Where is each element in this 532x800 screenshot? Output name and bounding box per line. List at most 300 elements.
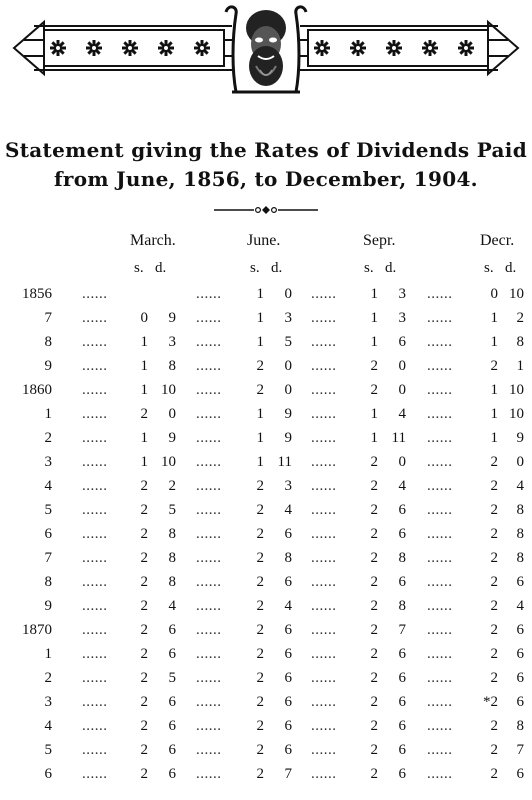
pence-cell: 4: [398, 478, 406, 494]
leader-dots: ......: [82, 742, 108, 758]
pence-cell: 10: [509, 286, 524, 302]
leader-dots: ......: [427, 382, 453, 398]
year-cell: 9: [44, 358, 52, 374]
leader-dots: ......: [311, 550, 337, 566]
pence-cell: 6: [398, 694, 406, 710]
pence-cell: 3: [284, 310, 292, 326]
shillings-cell: 2: [370, 694, 378, 710]
year-cell: 3: [44, 454, 52, 470]
year-cell: 4: [44, 718, 52, 734]
leader-dots: ......: [196, 334, 222, 350]
leader-dots: ......: [82, 358, 108, 374]
leader-dots: ......: [196, 526, 222, 542]
pence-cell: 8: [516, 502, 524, 518]
unit-pence: d.: [271, 260, 283, 276]
leader-dots: ......: [427, 718, 453, 734]
pence-cell: 5: [284, 334, 292, 350]
leader-dots: ......: [82, 694, 108, 710]
leader-dots: ......: [427, 334, 453, 350]
leader-dots: ......: [196, 742, 222, 758]
year-cell: 7: [44, 310, 52, 326]
leader-dots: ......: [311, 478, 337, 494]
shillings-cell: 2: [256, 646, 264, 662]
pence-cell: 0: [398, 358, 406, 374]
leader-dots: ......: [82, 574, 108, 590]
pence-cell: 6: [168, 694, 176, 710]
shillings-cell: 2: [140, 742, 148, 758]
leader-dots: ......: [196, 646, 222, 662]
unit-pence: d.: [155, 260, 167, 276]
pence-cell: 9: [168, 310, 176, 326]
leader-dots: ......: [311, 694, 337, 710]
asterisk-icon: [86, 40, 102, 56]
shillings-cell: 2: [256, 718, 264, 734]
table-row: [0, 406, 532, 430]
shillings-cell: 1: [370, 310, 378, 326]
unit-shillings: s.: [364, 260, 374, 276]
pence-cell: 6: [398, 718, 406, 734]
asterisk-icon: [194, 40, 210, 56]
shillings-cell: 1: [490, 382, 498, 398]
pence-cell: 6: [284, 526, 292, 542]
pence-cell: 4: [516, 478, 524, 494]
shillings-cell: 2: [490, 742, 498, 758]
shillings-cell: 2: [370, 454, 378, 470]
shillings-cell: 2: [490, 550, 498, 566]
shillings-cell: 1: [370, 406, 378, 422]
pence-cell: 8: [398, 550, 406, 566]
leader-dots: ......: [311, 502, 337, 518]
pence-cell: 6: [284, 670, 292, 686]
pence-cell: 11: [391, 430, 406, 446]
leader-dots: ......: [82, 718, 108, 734]
shillings-cell: 1: [140, 454, 148, 470]
shillings-cell: 1: [256, 286, 264, 302]
pence-cell: 6: [168, 622, 176, 638]
pence-cell: 6: [168, 718, 176, 734]
pence-cell: 6: [284, 646, 292, 662]
leader-dots: ......: [82, 454, 108, 470]
pence-cell: 10: [509, 382, 524, 398]
shillings-cell: 2: [490, 718, 498, 734]
leader-dots: ......: [427, 766, 453, 782]
table-row: [0, 766, 532, 790]
shillings-cell: 2: [256, 574, 264, 590]
leader-dots: ......: [311, 358, 337, 374]
leader-dots: ......: [427, 286, 453, 302]
pence-cell: 6: [516, 646, 524, 662]
leader-dots: ......: [427, 646, 453, 662]
column-header-december: Decr.: [480, 232, 515, 249]
shillings-cell: 2: [490, 598, 498, 614]
leader-dots: ......: [82, 766, 108, 782]
leader-dots: ......: [82, 286, 108, 302]
shillings-cell: *2: [483, 694, 498, 710]
pence-cell: 0: [516, 454, 524, 470]
shillings-cell: 1: [256, 334, 264, 350]
pence-cell: 6: [398, 502, 406, 518]
pence-cell: 2: [516, 310, 524, 326]
pence-cell: 4: [516, 598, 524, 614]
asterisk-icon: [314, 40, 330, 56]
shillings-cell: 1: [256, 406, 264, 422]
shillings-cell: 2: [370, 550, 378, 566]
shillings-cell: 2: [490, 526, 498, 542]
shillings-cell: 2: [370, 598, 378, 614]
pence-cell: 6: [516, 622, 524, 638]
pence-cell: 4: [284, 502, 292, 518]
shillings-cell: 2: [140, 574, 148, 590]
pence-cell: 4: [168, 598, 176, 614]
shillings-cell: 2: [490, 502, 498, 518]
leader-dots: ......: [427, 478, 453, 494]
shillings-cell: 2: [256, 622, 264, 638]
shillings-cell: 2: [490, 622, 498, 638]
leader-dots: ......: [427, 454, 453, 470]
shillings-cell: 2: [140, 694, 148, 710]
unit-shillings: s.: [484, 260, 494, 276]
pence-cell: 6: [398, 766, 406, 782]
shillings-cell: 2: [370, 766, 378, 782]
pence-cell: 10: [161, 454, 176, 470]
leader-dots: ......: [196, 718, 222, 734]
year-cell: 1860: [22, 382, 52, 398]
shillings-cell: 0: [140, 310, 148, 326]
pence-cell: 6: [398, 526, 406, 542]
shillings-cell: 2: [140, 646, 148, 662]
shillings-cell: 1: [140, 334, 148, 350]
leader-dots: ......: [196, 406, 222, 422]
shillings-cell: 2: [140, 406, 148, 422]
shillings-cell: 1: [140, 382, 148, 398]
shillings-cell: 2: [490, 478, 498, 494]
table-row: [0, 478, 532, 502]
shillings-cell: 2: [490, 574, 498, 590]
pence-cell: 4: [284, 598, 292, 614]
pence-cell: 8: [516, 526, 524, 542]
leader-dots: ......: [82, 598, 108, 614]
leader-dots: ......: [311, 742, 337, 758]
shillings-cell: 2: [256, 766, 264, 782]
shillings-cell: 2: [370, 670, 378, 686]
leader-dots: ......: [427, 310, 453, 326]
shillings-cell: 1: [256, 454, 264, 470]
year-cell: 4: [44, 478, 52, 494]
pence-cell: 6: [398, 670, 406, 686]
pence-cell: 6: [398, 574, 406, 590]
leader-dots: ......: [427, 406, 453, 422]
pence-cell: 6: [168, 742, 176, 758]
table-row: [0, 358, 532, 382]
shillings-cell: 2: [370, 574, 378, 590]
shillings-cell: 2: [490, 766, 498, 782]
pence-cell: 6: [284, 574, 292, 590]
pence-cell: 9: [284, 406, 292, 422]
leader-dots: ......: [311, 598, 337, 614]
pence-cell: 9: [168, 430, 176, 446]
title-block: [0, 136, 532, 194]
table-row: [0, 502, 532, 526]
leader-dots: ......: [311, 622, 337, 638]
pence-cell: 6: [168, 766, 176, 782]
shillings-cell: 2: [256, 598, 264, 614]
shillings-cell: 2: [140, 550, 148, 566]
column-header-september: Sepr.: [363, 232, 396, 249]
leader-dots: ......: [311, 286, 337, 302]
pence-cell: 8: [168, 550, 176, 566]
leader-dots: ......: [82, 478, 108, 494]
asterisk-icon: [422, 40, 438, 56]
shillings-cell: 2: [370, 622, 378, 638]
leader-dots: ......: [311, 454, 337, 470]
pence-cell: 0: [168, 406, 176, 422]
leader-dots: ......: [82, 334, 108, 350]
leader-dots: ......: [196, 694, 222, 710]
pence-cell: 8: [168, 526, 176, 542]
pence-cell: 0: [398, 454, 406, 470]
page-title: Statement giving the Rates of Dividends Paid: [5, 138, 527, 162]
column-header-june: June.: [247, 232, 281, 249]
unit-shillings: s.: [250, 260, 260, 276]
pence-cell: 2: [168, 478, 176, 494]
unit-pence: d.: [385, 260, 397, 276]
shillings-cell: 1: [490, 406, 498, 422]
table-row: [0, 334, 532, 358]
unit-pence: d.: [505, 260, 517, 276]
table-row: [0, 550, 532, 574]
year-cell: 5: [44, 742, 52, 758]
pence-cell: 6: [516, 694, 524, 710]
year-cell: 8: [44, 334, 52, 350]
pence-cell: 8: [168, 574, 176, 590]
year-cell: 7: [44, 550, 52, 566]
shillings-cell: 2: [256, 502, 264, 518]
pence-cell: 6: [398, 646, 406, 662]
pence-cell: 7: [284, 766, 292, 782]
pence-cell: 6: [516, 670, 524, 686]
table-row: [0, 694, 532, 718]
table-row: [0, 622, 532, 646]
shillings-cell: 2: [256, 526, 264, 542]
leader-dots: ......: [427, 550, 453, 566]
pence-cell: 3: [168, 334, 176, 350]
leader-dots: ......: [311, 334, 337, 350]
shillings-cell: 2: [490, 670, 498, 686]
leader-dots: ......: [82, 550, 108, 566]
pence-cell: 10: [161, 382, 176, 398]
asterisk-icon: [350, 40, 366, 56]
leader-dots: ......: [82, 622, 108, 638]
pence-cell: 5: [168, 502, 176, 518]
table-row: [0, 382, 532, 406]
pence-cell: 10: [509, 406, 524, 422]
leader-dots: ......: [196, 574, 222, 590]
pence-cell: 1: [516, 358, 524, 374]
shillings-cell: 0: [490, 286, 498, 302]
leader-dots: ......: [196, 310, 222, 326]
leader-dots: ......: [196, 454, 222, 470]
bearded-face-mask-icon: [246, 10, 286, 86]
shillings-cell: 2: [140, 766, 148, 782]
shillings-cell: 2: [370, 526, 378, 542]
pence-cell: 0: [284, 286, 292, 302]
year-cell: 8: [44, 574, 52, 590]
leader-dots: ......: [427, 502, 453, 518]
pence-cell: 3: [398, 310, 406, 326]
table-row: [0, 574, 532, 598]
leader-dots: ......: [82, 382, 108, 398]
shillings-cell: 2: [256, 742, 264, 758]
table-row: [0, 454, 532, 478]
shillings-cell: 2: [370, 358, 378, 374]
shillings-cell: 2: [256, 358, 264, 374]
leader-dots: ......: [196, 430, 222, 446]
leader-dots: ......: [196, 670, 222, 686]
pence-cell: 8: [516, 718, 524, 734]
shillings-cell: 2: [256, 670, 264, 686]
leader-dots: ......: [196, 766, 222, 782]
leader-dots: ......: [82, 502, 108, 518]
leader-dots: ......: [82, 526, 108, 542]
year-cell: 1: [44, 646, 52, 662]
leader-dots: ......: [427, 526, 453, 542]
leader-dots: ......: [427, 694, 453, 710]
shillings-cell: 2: [370, 646, 378, 662]
pence-cell: 8: [516, 550, 524, 566]
pence-cell: 3: [284, 478, 292, 494]
pence-cell: 6: [398, 334, 406, 350]
pence-cell: 6: [284, 718, 292, 734]
year-cell: 9: [44, 598, 52, 614]
year-cell: 2: [44, 670, 52, 686]
year-cell: 2: [44, 430, 52, 446]
pence-cell: 6: [284, 622, 292, 638]
pence-cell: 0: [284, 382, 292, 398]
pence-cell: 8: [398, 598, 406, 614]
leader-dots: ......: [311, 574, 337, 590]
leader-dots: ......: [196, 478, 222, 494]
column-header-march: March.: [130, 232, 176, 249]
leader-dots: ......: [427, 622, 453, 638]
pence-cell: 11: [277, 454, 292, 470]
pence-cell: 3: [398, 286, 406, 302]
leader-dots: ......: [427, 742, 453, 758]
shillings-cell: 2: [140, 526, 148, 542]
pence-cell: 6: [516, 766, 524, 782]
table-row: [0, 430, 532, 454]
pence-cell: 7: [516, 742, 524, 758]
pence-cell: 0: [284, 358, 292, 374]
pence-cell: 9: [516, 430, 524, 446]
shillings-cell: 2: [370, 478, 378, 494]
pence-cell: 8: [284, 550, 292, 566]
shillings-cell: 1: [370, 430, 378, 446]
ornamental-divider: [214, 204, 318, 216]
year-cell: 6: [44, 526, 52, 542]
shillings-cell: 2: [256, 478, 264, 494]
shillings-cell: 2: [490, 358, 498, 374]
pence-cell: 5: [168, 670, 176, 686]
shillings-cell: 2: [370, 742, 378, 758]
pence-cell: 8: [516, 334, 524, 350]
shillings-cell: 1: [490, 334, 498, 350]
shillings-cell: 2: [256, 694, 264, 710]
table-row: [0, 670, 532, 694]
asterisk-icon: [458, 40, 474, 56]
year-cell: 1: [44, 406, 52, 422]
shillings-cell: 1: [140, 358, 148, 374]
table-row: [0, 718, 532, 742]
shillings-cell: 2: [140, 670, 148, 686]
shillings-cell: 2: [140, 478, 148, 494]
pence-cell: 8: [168, 358, 176, 374]
leader-dots: ......: [196, 598, 222, 614]
leader-dots: ......: [82, 310, 108, 326]
shillings-cell: 1: [490, 310, 498, 326]
leader-dots: ......: [196, 550, 222, 566]
leader-dots: ......: [311, 526, 337, 542]
year-cell: 1856: [22, 286, 52, 302]
pence-cell: 6: [516, 574, 524, 590]
leader-dots: ......: [82, 406, 108, 422]
leader-dots: ......: [311, 718, 337, 734]
year-cell: 1870: [22, 622, 52, 638]
shillings-cell: 2: [490, 454, 498, 470]
asterisk-icon: [50, 40, 66, 56]
year-cell: 3: [44, 694, 52, 710]
pence-cell: 0: [398, 382, 406, 398]
pence-cell: 6: [398, 742, 406, 758]
shillings-cell: 2: [490, 646, 498, 662]
shillings-cell: 2: [140, 718, 148, 734]
leader-dots: ......: [196, 382, 222, 398]
shillings-cell: 1: [256, 310, 264, 326]
leader-dots: ......: [427, 430, 453, 446]
leader-dots: ......: [311, 670, 337, 686]
shillings-cell: 2: [140, 502, 148, 518]
leader-dots: ......: [82, 646, 108, 662]
leader-dots: ......: [311, 646, 337, 662]
shillings-cell: 2: [370, 718, 378, 734]
shillings-cell: 1: [490, 430, 498, 446]
table-row: [0, 742, 532, 766]
leader-dots: ......: [196, 622, 222, 638]
page-subtitle: from June, 1856, to December, 1904.: [54, 167, 478, 191]
pence-cell: 6: [284, 694, 292, 710]
asterisk-icon: [122, 40, 138, 56]
table-row: [0, 310, 532, 334]
shillings-cell: 2: [140, 598, 148, 614]
asterisk-icon: [158, 40, 174, 56]
year-cell: 6: [44, 766, 52, 782]
leader-dots: ......: [311, 382, 337, 398]
table-row: [0, 598, 532, 622]
unit-shillings: s.: [134, 260, 144, 276]
leader-dots: ......: [196, 502, 222, 518]
header-ornament: [0, 0, 532, 100]
asterisk-icon: [386, 40, 402, 56]
pence-cell: 7: [398, 622, 406, 638]
year-cell: 5: [44, 502, 52, 518]
shillings-cell: 2: [140, 622, 148, 638]
leader-dots: ......: [427, 670, 453, 686]
leader-dots: ......: [311, 310, 337, 326]
leader-dots: ......: [311, 430, 337, 446]
pence-cell: 6: [284, 742, 292, 758]
leader-dots: ......: [196, 358, 222, 374]
pence-cell: 6: [168, 646, 176, 662]
table-row: [0, 286, 532, 310]
